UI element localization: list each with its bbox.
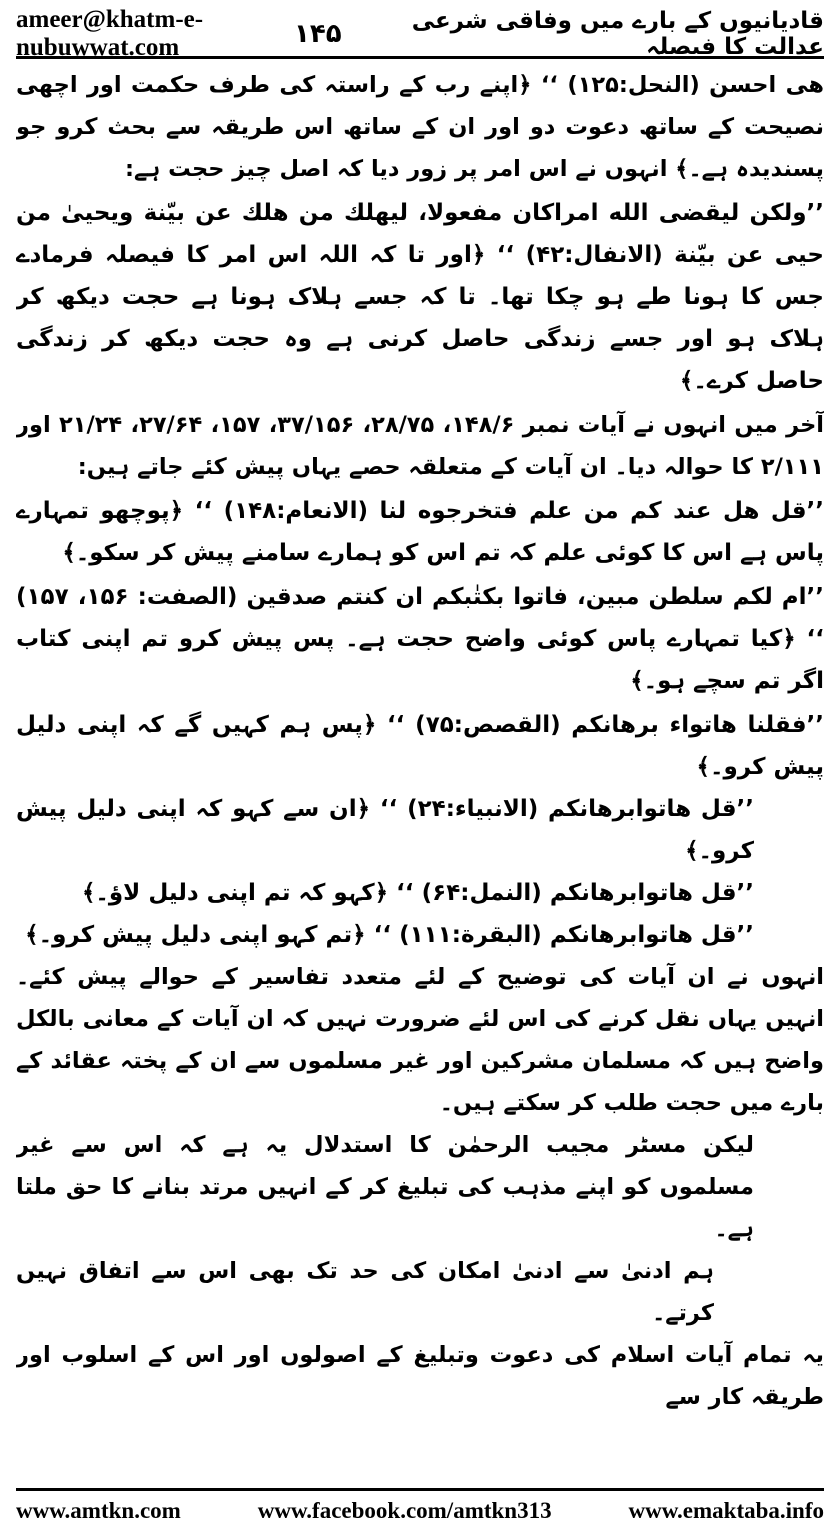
quote-qasas: ’’فقلنا هاتواء برهانکم (القصص:۷۵) ‘‘ ﴿پس ہم کہیں گے کہ اپنی دلیل پیش کرو۔﴾ [16, 712, 824, 780]
quote-naml: ’’قل هاتوابرهانکم (النمل:۶۴) ‘‘ ﴿کہو کہ تم اپنی دلیل لاؤ۔﴾ [81, 880, 754, 906]
page-number: ۱۴۵ [294, 19, 342, 49]
quote-saffat: ’’ام لکم سلطن مبین، فاتوا بکتٰبکم ان کنتم صدقین (الصفت: ۱۵۶، ۱۵۷) ‘‘ ﴿کیا تمہارے پاس کوئی واضح حجت ہے۔ پس پیش کرو تم اپنی کتاب اگر تم سچے ہو۔﴾ [16, 584, 824, 694]
footer-link-amtkn[interactable]: www.amtkn.com [16, 1498, 181, 1523]
paragraph-references: آخر میں انہوں نے آیات نمبر ۱۴۸/۶، ۲۸/۷۵، ۳۷/۱۵۶، ۱۵۷، ۲۷/۶۴، ۲۱/۲۴ اور ۲/۱۱۱ کا حوالہ دیا۔ ان آیات کے متعلقہ حصے یہاں پیش کئے جاتے ہیں: [16, 412, 824, 480]
footer-link-emaktaba[interactable]: www.emaktaba.info [628, 1498, 824, 1523]
header-title-group [294, 8, 824, 60]
page-footer [16, 1488, 824, 1531]
header-email: ameer@khatm-e-nubuwwat.com [16, 6, 204, 61]
paragraph-tafasir: انہوں نے ان آیات کی توضیح کے لئے متعدد تفاسیر کے حوالے پیش کئے۔ انہیں یہاں نقل کرنے کی اس لئے ضرورت نہیں کہ ان آیات کے معانی بالکل واضح ہیں کہ مسلمان مشرکین اور غیر مسلموں سے ان کے پختہ عقائد کے بارے میں حجت طلب کر سکتے ہیں۔ [16, 964, 824, 1116]
page-body [16, 64, 824, 1472]
page-header [16, 6, 824, 61]
paragraph-disagree: ہم ادنیٰ سے ادنیٰ امکان کی حد تک بھی اس سے اتفاق نہیں کرتے۔ [16, 1258, 714, 1326]
quote-baqarah: ’’قل هاتوابرهانکم (البقرة:۱۱۱) ‘‘ ﴿تم کہو اپنی دلیل پیش کرو۔﴾ [25, 922, 754, 948]
quote-anam: ’’قل هل عند کم من علم فتخرجوه لنا (الانعام:۱۴۸) ‘‘ ﴿پوچھو تمہارے پاس ہے اس کا کوئی علم کہ تم اس کو ہمارے سامنے پیش کر سکو۔﴾ [16, 498, 824, 566]
paragraph-argument: لیکن مسٹر مجیب الرحمٰن کا استدلال یہ ہے کہ اس سے غیر مسلموں کو اپنے مذہب کی تبلیغ کر کے انہیں مرتد بنانے کا حق ملتا ہے۔ [16, 1132, 754, 1242]
quote-anbiya: ’’قل هاتوابرهانکم (الانبیاء:۲۴) ‘‘ ﴿ان سے کہو کہ اپنی دلیل پیش کرو۔﴾ [16, 796, 754, 864]
quote-anfal: ’’ولکن لیقضی الله امراکان مفعولا، لیهلك من هلك عن بیّنة ویحییٰ من حیی عن بیّنة (الانفال:۴۲) ‘‘ ﴿اور تا کہ اللہ اس امر کا فیصلہ فرمادے جس کا ہونا طے ہو چکا تھا۔ تا کہ جسے ہلاک ہونا ہے حجت دیکھ کر ہلاک ہو اور جسے زندگی حاصل کرنی ہے وہ حجت دیکھ کر زندگی حاصل کرے۔﴾ [16, 200, 824, 394]
paragraph-intro: ھی احسن (النحل:۱۲۵) ‘‘ ﴿اپنے رب کے راستہ کی طرف حکمت اور اچھی نصیحت کے ساتھ دعوت دو اور ان کے ساتھ اس طریقہ سے بحث کرو جو پسندیدہ ہے۔﴾ انہوں نے اس امر پر زور دیا کہ اصل چیز حجت ہے: [16, 72, 824, 182]
book-title: قادیانیوں کے بارے میں وفاقی شرعی عدالت کا فیصلہ [411, 8, 824, 60]
footer-link-facebook[interactable]: www.facebook.com/amtkn313 [257, 1498, 552, 1523]
paragraph-conclusion: یہ تمام آیات اسلام کی دعوت وتبلیغ کے اصولوں اور اس کے اسلوب اور طریقہ کار سے [16, 1342, 824, 1410]
